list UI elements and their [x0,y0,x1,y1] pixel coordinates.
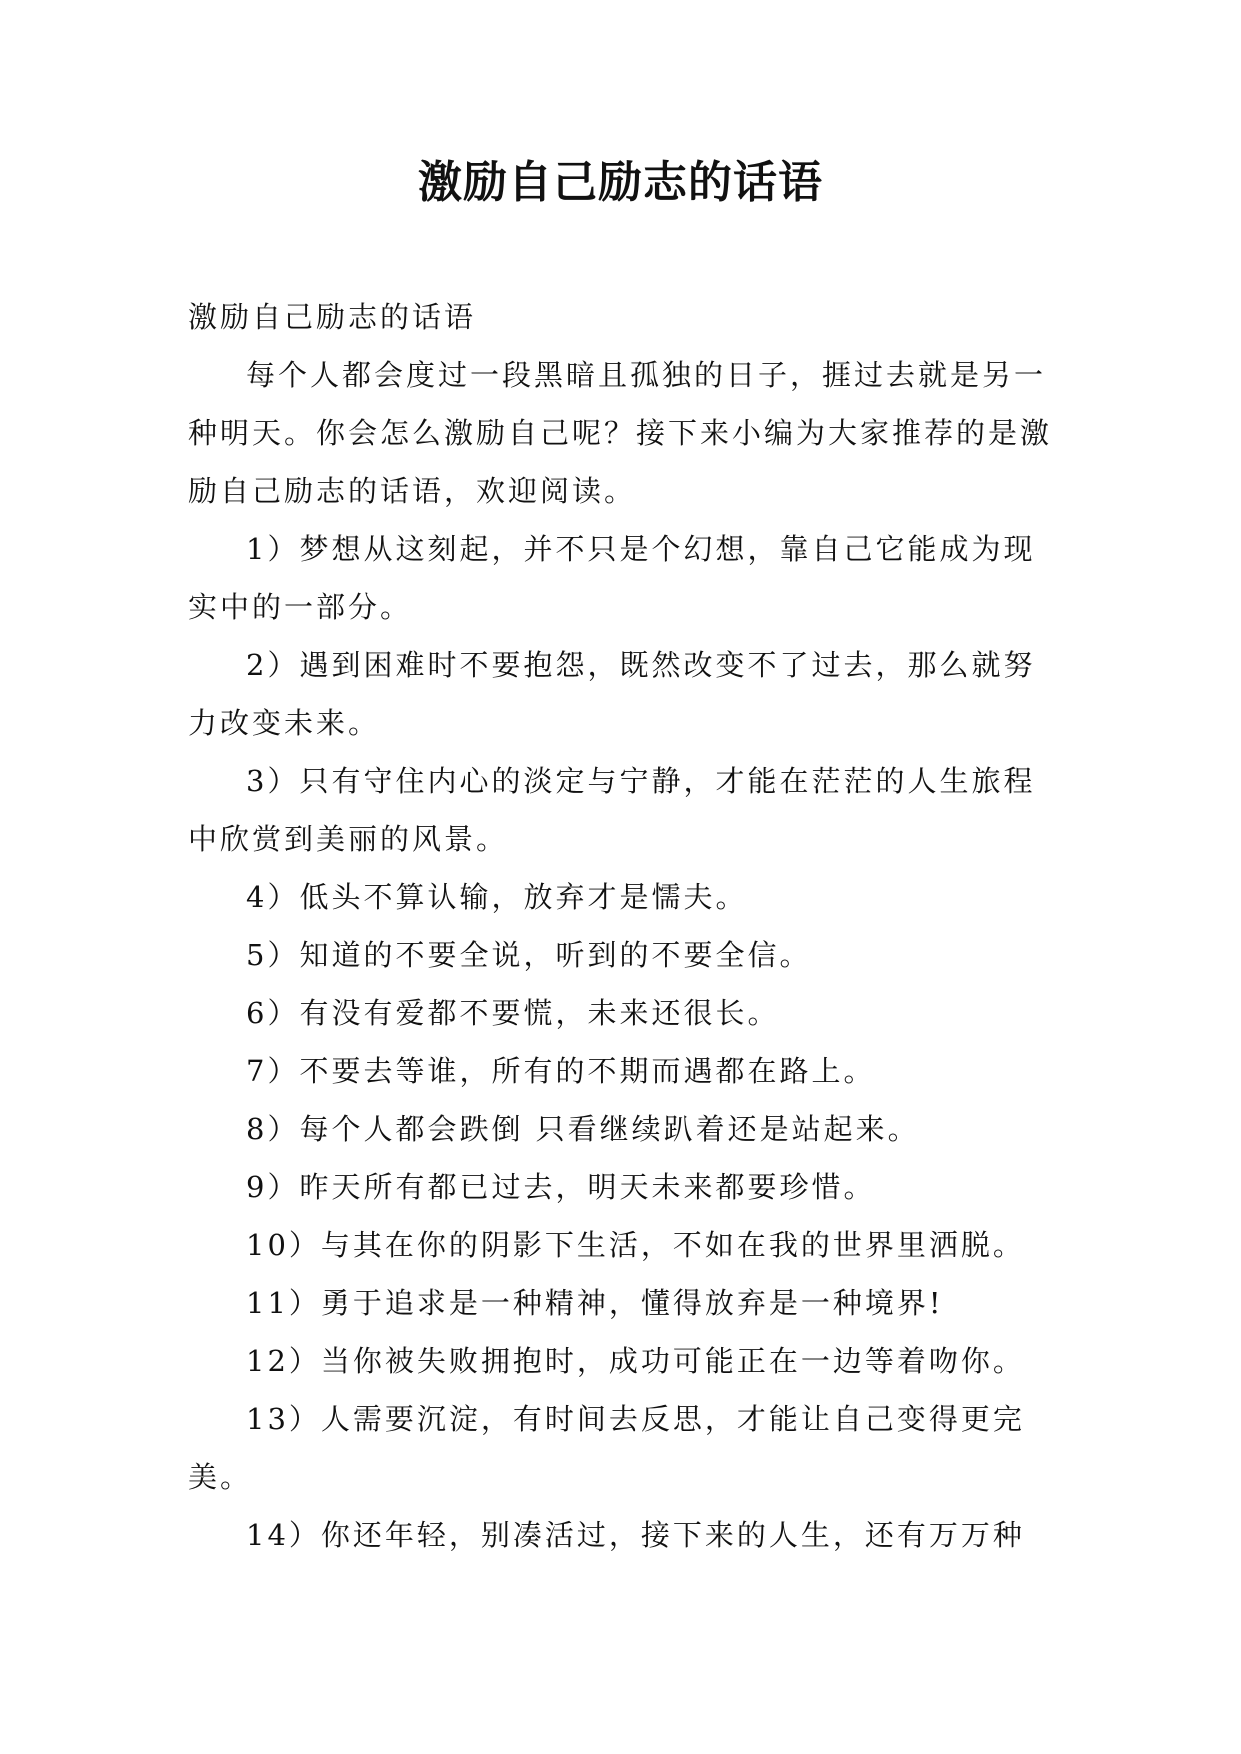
quote-item-1: 1）梦想从这刻起，并不只是个幻想，靠自己它能成为现实中的一部分。 [188,532,1036,624]
quote-item-4: 4）低头不算认输，放弃才是懦夫。 [246,880,748,914]
quote-item-10: 10）与其在你的阴影下生活，不如在我的世界里洒脱。 [246,1228,1025,1262]
document-title: 激励自己励志的话语 [418,157,823,208]
quote-item-2: 2）遇到困难时不要抱怨，既然改变不了过去，那么就努力改变未来。 [188,648,1036,740]
quote-item-9: 9）昨天所有都已过去，明天未来都要珍惜。 [246,1170,876,1204]
quote-item-14: 14）你还年轻，别凑活过，接下来的人生，还有万万种 [246,1518,1025,1552]
quote-item-5: 5）知道的不要全说，听到的不要全信。 [246,938,812,972]
quote-item-12: 12）当你被失败拥抱时，成功可能正在一边等着吻你。 [246,1344,1025,1378]
quote-item-13: 13）人需要沉淀，有时间去反思，才能让自己变得更完美。 [188,1402,1025,1494]
quote-item-11: 11）勇于追求是一种精神，懂得放弃是一种境界! [246,1286,944,1320]
quote-item-7: 7）不要去等谁，所有的不期而遇都在路上。 [246,1054,876,1088]
document-body [188,288,1058,1564]
quote-item-8: 8）每个人都会跌倒 只看继续趴着还是站起来。 [246,1112,920,1146]
quote-item-3: 3）只有守住内心的淡定与宁静，才能在茫茫的人生旅程中欣赏到美丽的风景。 [188,764,1036,856]
intro-paragraph: 每个人都会度过一段黑暗且孤独的日子，捱过去就是另一种明天。你会怎么激励自己呢？接下来小编为大家推荐的是激励自己励志的话语，欢迎阅读。 [188,358,1053,508]
quote-item-6: 6）有没有爱都不要慌，未来还很长。 [246,996,780,1030]
document-subtitle: 激励自己励志的话语 [188,300,477,334]
